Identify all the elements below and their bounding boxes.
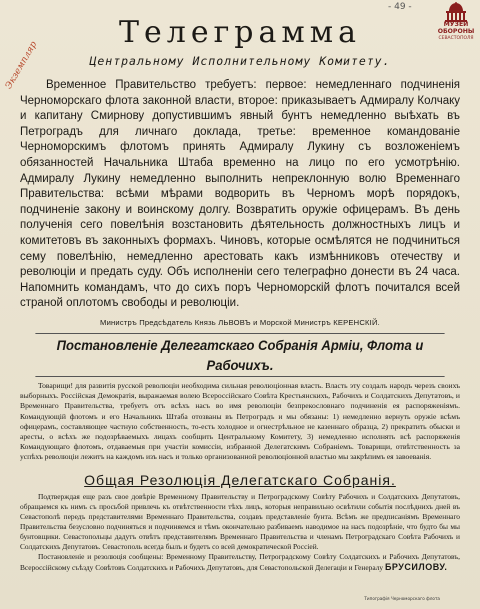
document-title: Телеграмма [119,15,361,50]
resolution-title: Общая Резолюція Делегатскаго Собранія. [84,471,396,488]
decree-text: Товарищи! для развитія русской революціи необходима сильная революціонная власть. Власть эту создалъ народъ черезъ своихъ выборныхъ. Россійская Демократія, выражаемая волею Всероссійскаго Совѣта Крестьянскихъ, Рабочихъ и Солдатскихъ Депутатовъ, и Временнаго Правительства, требуетъ отъ всѣхъ насъ во имя революціи безпрекословнаго подчиненія ея распоряженіямъ. Командующій флотомъ и его Начальникъ Штаба отозваны въ Петроградъ и мы обязаны: 1) немедленно вернуть оружіе всѣмъ офицерамъ, составляющее частную собственность, то-есть холодное и огнестрѣльное не казеннаго образца, 2) прекратить обыски и аресты, о всѣхъ же подозрѣваемыхъ лицахъ сообщить Центральному Комитету, 3) немедленно исполнять всѣ распоряженія Командующаго флотомъ, отдаваемыя при участіи комиссіи, избранной Делегатскимъ Собраніемъ. Товарищи, отвѣтственность за успѣхъ революціи лежитъ на каждомъ изъ насъ и только организованной революціонной властью мы закрѣпимъ ея завоеванія. [20,380,460,462]
side-stamp: Экземпляр [4,39,40,91]
printer-imprint: Типографія Черноморскаго флота [364,596,440,601]
closing-paragraph [20,552,460,573]
page-number: - 49 - [388,2,412,12]
addressee: Центральному Исполнительному Комитету. [89,54,391,68]
signature: Министръ Предсѣдатель Князь ЛЬВОВЪ и Морской Министръ КЕРЕНСКІЙ. [100,317,380,327]
resolution-body [20,492,460,552]
closing-name: БРУСИЛОВУ. [384,561,448,572]
museum-name-line2: ОБОРОНЫ [437,27,475,35]
museum-name-line1: МУЗЕЙ [443,21,469,28]
museum-logo [436,2,476,41]
museum-building-icon [443,2,469,22]
museum-city: СЕВАСТОПОЛЯ [438,35,474,41]
telegram-text: Временное Правительство требуетъ: первое: немедленнаго подчиненія Черноморскаго флота законной власти, второе: приказываетъ Адмиралу Колчаку и капитану Смирнову допустившимъ явный бунтъ немедленно выѣхать въ Петроградъ для личнаго доклада, третье: временное командованіе Черноморскимъ флотомъ принять Адмиралу Лукину съ возложеніемъ обязанностей Начальника Штаба временно на лицо по его усмотрѣнію. Адмиралу Лукину немедленно выполнить непреклонную волю Временнаго Правительства: всѣми мѣрами водворить въ Черномъ морѣ порядокъ, подчиненіе закону и воинскому долгу. Возвратить оружіе офицерамъ. Въ день полученія сего повелѣнія возстановить дѣятельность должностныхъ лицъ и комитетовъ въ законныхъ формахъ. Чиновъ, которые осмѣлятся не подчиниться сему повелѣнію, немедленно арестовать какъ измѣнниковъ отечеству и революціи и предать суду. Объ исполненіи сего телеграфно донести въ 24 часа. Напомнить командамъ, что до сихъ поръ Черноморскій флотъ почитался всей страной оплотомъ свободы и революціи. [20,79,460,310]
decree-title: Постановленіе Делегатскаго Собранія Арміи, Флота и Рабочихъ. [35,333,444,377]
closing-text: Постановленіе и резолюція сообщены: Временному Правительству, Петроградскому Совѣту Солдатскихъ и Рабочихъ Депутатовъ, Всероссійскому съѣзду Совѣтовъ Солдатскихъ и Рабочихъ Депутатовъ, для Севастопольской Делегаціи и Генералу [20,551,460,572]
resolution-text: Подтверждая еще разъ свое довѣріе Временному Правительству и Петроградскому Совѣту Рабочихъ и Солдатскихъ Депутатовъ, обращаемся къ нимъ съ просьбой привлечь къ отвѣтственности тѣхъ лицъ, которыя неправильно освѣтили событія послѣднихъ дней въ Севастополѣ передъ представителями Временнаго Правительства, создавъ представленіе бунта. Всѣмъ же предписаніямъ Временнаго Правительства безусловно подчиняться и подчиняемся и тѣмъ окончательно разбиваемъ наводимое на насъ подозрѣніе, что будто бы мы бунтовщики. Севастопольцы дадутъ отвѣтъ представителямъ Временнаго Правительства и членамъ Петроградскаго Совѣта Рабочихъ и Солдатскихъ Депутатовъ. Севастополь всегда былъ и будетъ со всей демократической Россіей. [20,491,460,551]
